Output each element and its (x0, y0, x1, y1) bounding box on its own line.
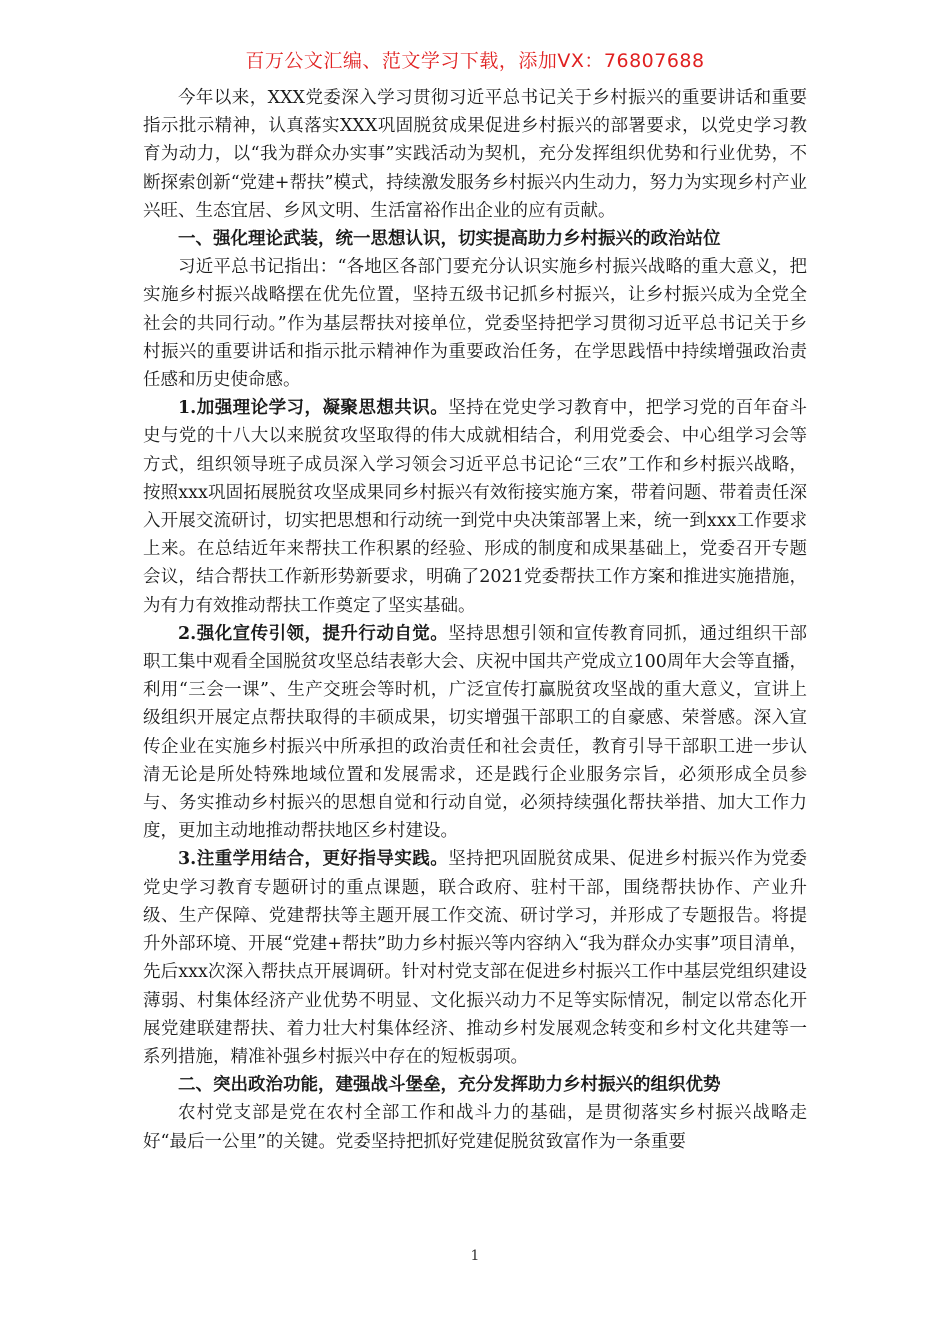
document-body (143, 84, 807, 1156)
page-number: 1 (470, 1248, 480, 1264)
section-2-paragraph: 农村党支部是党在农村全部工作和战斗力的基础，是贯彻落实乡村振兴战略走好“最后一公里”的关键。党委坚持把抓好党建促脱贫致富作为一条重要 (143, 1103, 807, 1152)
section-heading-2: 二、突出政治功能，建强战斗堡垒，充分发挥助力乡村振兴的组织优势 (178, 1075, 721, 1096)
item-3-body: 坚持把巩固脱贫成果、促进乡村振兴作为党委党史学习教育专题研讨的重点课题，联合政府、驻村干部，围绕帮扶协作、产业升级、生产保障、党建帮扶等主题开展工作交流、研讨学习，并形成了专题报告。将提升外部环境、开展“党建+帮扶”助力乡村振兴等内容纳入“我为群众办实事”项目清单，先后xxx次深入帮扶点开展调研。针对村党支部在促进乡村振兴工作中基层党组织建设薄弱、村集体经济产业优势不明显、文化振兴动力不足等实际情况，制定以常态化开展党建联建帮扶、着力壮大村集体经济、推动乡村发展观念转变和乡村文化共建等一系列措施，精准补强乡村振兴中存在的短板弱项。 (143, 849, 807, 1067)
intro-paragraph: 今年以来，XXX党委深入学习贯彻习近平总书记关于乡村振兴的重要讲话和重要指示批示精神，认真落实XXX巩固脱贫成果促进乡村振兴的部署要求，以党史学习教育为动力，以“我为群众办实事”实践活动为契机，充分发挥组织优势和行业优势，不断探索创新“党建+帮扶”模式，持续激发服务乡村振兴内生动力，努力为实现乡村产业兴旺、生态宜居、乡风文明、生活富裕作出企业的应有贡献。 (143, 88, 807, 221)
item-2-lead: 2.强化宣传引领，提升行动自觉。 (178, 623, 449, 644)
header-banner: 百万公文汇编、范文学习下载，添加VX：76807688 (245, 50, 705, 72)
section-heading-1: 一、强化理论武装，统一思想认识，切实提高助力乡村振兴的政治站位 (178, 229, 721, 250)
item-1-lead: 1.加强理论学习，凝聚思想共识。 (178, 398, 449, 419)
item-2-body: 坚持思想引领和宣传教育同抓，通过组织干部职工集中观看全国脱贫攻坚总结表彰大会、庆祝中国共产党成立100周年大会等直播，利用“三会一课”、生产交班会等时机，广泛宣传打赢脱贫攻坚战的重大意义，宣讲上级组织开展定点帮扶取得的丰硕成果，切实增强干部职工的自豪感、荣誉感。深入宣传企业在实施乡村振兴中所承担的政治责任和社会责任，教育引导干部职工进一步认清无论是所处特殊地域位置和发展需求，还是践行企业服务宗旨，必须形成全员参与、务实推动乡村振兴的思想自觉和行动自觉，必须持续强化帮扶举措、加大工作力度，更加主动地推动帮扶地区乡村建设。 (143, 623, 807, 842)
item-1-paragraph (143, 394, 807, 620)
item-1-body: 坚持在党史学习教育中，把学习党的百年奋斗史与党的十八大以来脱贫攻坚取得的伟大成就相结合，利用党委会、中心组学习会等方式，组织领导班子成员深入学习领会习近平总书记论“三农”工作和乡村振兴战略，按照xxx巩固拓展脱贫攻坚成果同乡村振兴有效衔接实施方案，带着问题、带着责任深入开展交流研讨，切实把思想和行动统一到党中央决策部署上来，统一到xxx工作要求上来。在总结近年来帮扶工作积累的经验、形成的制度和成果基础上，党委召开专题会议，结合帮扶工作新形势新要求，明确了2021党委帮扶工作方案和推进实施措施，为有力有效推动帮扶工作奠定了坚实基础。 (143, 398, 807, 616)
section-1-paragraph: 习近平总书记指出：“各地区各部门要充分认识实施乡村振兴战略的重大意义，把实施乡村振兴战略摆在优先位置，坚持五级书记抓乡村振兴，让乡村振兴成为全党全社会的共同行动。”作为基层帮扶对接单位，党委坚持把学习贯彻习近平总书记关于乡村振兴的重要讲话和指示批示精神作为重要政治任务，在学思践悟中持续增强政治责任感和历史使命感。 (143, 257, 807, 391)
item-2-paragraph (143, 620, 807, 846)
item-3-paragraph (143, 845, 807, 1071)
item-3-lead: 3.注重学用结合，更好指导实践。 (178, 849, 449, 870)
